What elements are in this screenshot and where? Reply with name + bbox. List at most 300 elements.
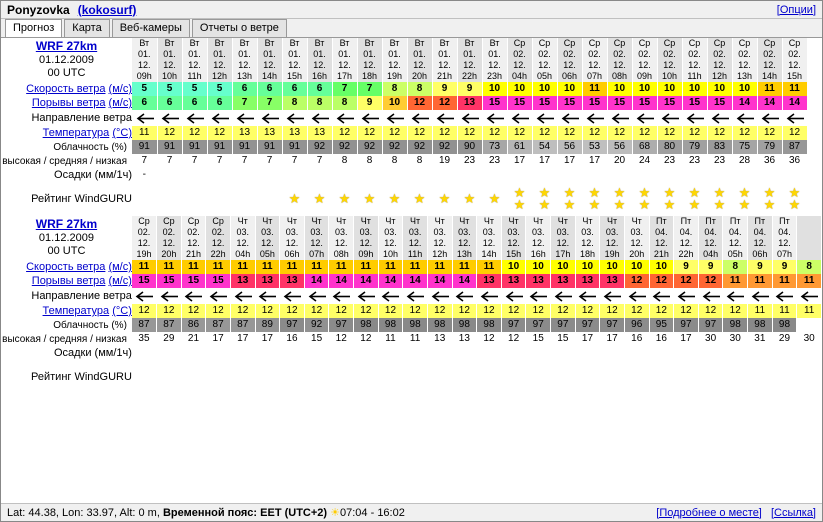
wind-gusts-label[interactable]: Порывы ветра [31,97,106,109]
temperature-cell: 12 [332,126,357,140]
header-date: 01. [457,49,482,60]
wind-direction-arrow-icon [232,110,257,126]
temperature-cell: 12 [607,126,632,140]
rating-stars [132,360,157,394]
star-icon: ★ [688,197,701,212]
cloud-high-cell: 98 [723,318,748,332]
wind-direction-arrow-icon [600,288,625,304]
temperature-cell: 12 [329,304,354,318]
header-month: 12. [757,60,782,71]
rating-stars [230,360,255,394]
cloud-low-cell: 7 [157,154,182,168]
wind-speed-cell: 9 [748,260,773,274]
header-hour: 18h [357,71,382,82]
header-day: Вт [357,38,382,49]
spot-link[interactable]: (kokosurf) [77,2,137,17]
star-icon: ★ [588,185,601,200]
rating-stars [757,182,782,216]
star-icon: ★ [313,191,326,206]
precip-cell [732,168,757,182]
header-hour [797,249,822,260]
header-date: 03. [452,227,477,238]
header-hour: 10h [157,71,182,82]
header-day: Чт [501,216,526,227]
wind-direction-arrow-icon [182,110,207,126]
rating-stars [797,360,822,394]
header-day: Пт [772,216,797,227]
temperature-cell: 12 [723,304,748,318]
rating-stars [232,182,257,216]
wind-gusts-cell: 15 [206,274,231,288]
star-icon: ★ [513,197,526,212]
rating-stars [332,182,357,216]
wind-gusts-cell: 15 [181,274,206,288]
temperature-cell: 12 [477,304,502,318]
header-hour: 10h [657,71,682,82]
header-month: 12. [257,60,282,71]
temperature-cell: 12 [457,126,482,140]
temperature-label[interactable]: Температура [42,305,110,317]
wind-gusts-cell: 15 [482,96,507,110]
cloud-high-cell: 95 [649,318,674,332]
star-icon: ★ [488,191,501,206]
precip-cell [457,168,482,182]
rating-stars [582,182,607,216]
header-date: 02. [206,227,231,238]
cloud-low-cell: 15 [551,332,576,346]
wind-direction-arrow-icon [357,110,382,126]
header-hour: 07h [582,71,607,82]
header-hour: 18h [575,249,600,260]
cloud-low-cell: 8 [382,154,407,168]
temperature-cell: 12 [382,126,407,140]
temperature-cell: 12 [452,304,477,318]
wind-gusts-cell: 14 [757,96,782,110]
rating-stars [501,360,526,394]
header-hour: 15h [501,249,526,260]
header-month: 12. [723,238,748,249]
header-hour: 19h [382,71,407,82]
cloud-high-cell: 97 [698,318,723,332]
header-day: Вт [457,38,482,49]
temperature-cell: 12 [304,304,329,318]
header-hour: 21h [432,71,457,82]
header-date: 02. [132,227,157,238]
temperature-cell: 12 [575,304,600,318]
temperature-cell: 12 [182,126,207,140]
precip-cell [304,346,329,360]
temperature-label[interactable]: Температура [42,127,110,139]
cloud-high-cell: 68 [632,140,657,154]
header-hour: 14h [257,71,282,82]
temperature-cell: 12 [378,304,403,318]
wind-gusts-cell: 12 [407,96,432,110]
rating-stars [632,182,657,216]
header-month: 12. [181,238,206,249]
wind-gusts-cell: 6 [132,96,157,110]
wind-direction-arrow-icon [255,288,280,304]
wind-direction-arrow-icon [607,110,632,126]
temperature-cell: 12 [557,126,582,140]
header-hour: 19h [132,249,157,260]
wind-gusts-cell: 13 [575,274,600,288]
tab-forecast[interactable]: Прогноз [5,19,62,37]
cloud-high-cell: 91 [232,140,257,154]
temperature-cell: 11 [748,304,773,318]
header-day: Чт [575,216,600,227]
temperature-cell: 12 [682,126,707,140]
header-date: 03. [280,227,305,238]
more-info-link[interactable]: [Подробнее о месте] [656,506,762,519]
cloud-low-cell: 20 [607,154,632,168]
cloud-low-cell: 8 [332,154,357,168]
rating-stars [255,360,280,394]
header-date: 02. [181,227,206,238]
cloud-low-cell: 17 [575,332,600,346]
header-date: 03. [501,227,526,238]
header-hour: 22h [206,249,231,260]
rating-stars [307,182,332,216]
header-hour: 19h [600,249,625,260]
cloud-low-cell: 30 [698,332,723,346]
wind-gusts-cell: 12 [624,274,649,288]
star-icon: ★ [738,185,751,200]
rating-stars [707,182,732,216]
temperature-cell: 12 [698,304,723,318]
header-day: Пт [698,216,723,227]
cloud-low-cell: 8 [407,154,432,168]
header-date: 02. [632,49,657,60]
header-month: 12. [427,238,452,249]
temperature-cell: 12 [532,126,557,140]
precip-cell [357,168,382,182]
header-date: 03. [304,227,329,238]
header-date: 01. [182,49,207,60]
wind-direction-arrow-icon [501,288,526,304]
precip-cell [772,346,797,360]
wind-speed-cell: 11 [403,260,428,274]
cloud-low-cell: 7 [132,154,157,168]
header-month: 12. [207,60,232,71]
cloud-low-cell: 29 [772,332,797,346]
header-month: 12. [206,238,231,249]
wind-gusts-cell: 13 [501,274,526,288]
rating-stars [682,182,707,216]
wind-direction-arrow-icon [632,110,657,126]
wind-speed-cell: 10 [657,82,682,96]
header-hour: 20h [407,71,432,82]
header-date: 03. [427,227,452,238]
wind-direction-arrow-icon [132,288,157,304]
cloud-high-cell: 90 [457,140,482,154]
header-hour: 05h [723,249,748,260]
star-icon: ★ [763,197,776,212]
cloud-high-cell: 87 [230,318,255,332]
precip-cell [482,168,507,182]
rating-stars [132,182,157,216]
header-date: 03. [378,227,403,238]
header-hour: 12h [427,249,452,260]
cloud-low-cell: 12 [501,332,526,346]
star-icon: ★ [563,197,576,212]
page-title: Ponyzovka [7,2,70,17]
header-date: 04. [674,227,699,238]
rating-stars [600,360,625,394]
precip-cell [181,346,206,360]
precip-cell [632,168,657,182]
header-date: 02. [507,49,532,60]
wind-speed-cell: 7 [357,82,382,96]
header-hour: 04h [230,249,255,260]
header-hour: 16h [526,249,551,260]
rating-stars [723,360,748,394]
header-day: Ср [507,38,532,49]
precip-cell [607,168,632,182]
wind-gusts-cell: 13 [457,96,482,110]
cloud-high-cell: 97 [600,318,625,332]
header-day: Чт [255,216,280,227]
cloud-high-cell: 87 [206,318,231,332]
precip-cell [407,168,432,182]
wind-direction-arrow-icon [707,110,732,126]
wind-gusts-label[interactable]: Порывы ветра [31,275,106,287]
temperature-cell: 11 [132,126,157,140]
precip-cell [182,168,207,182]
cloud-low-cell: 7 [232,154,257,168]
wind-speed-cell: 10 [632,82,657,96]
header-hour: 23h [482,71,507,82]
wind-gusts-cell: 6 [182,96,207,110]
wind-gusts-cell: 14 [304,274,329,288]
wind-speed-cell: 10 [600,260,625,274]
cloud-high-cell: 92 [357,140,382,154]
temperature-cell: 12 [624,304,649,318]
header-hour: 13h [452,249,477,260]
header-month: 12. [132,238,157,249]
wind-gusts-cell: 7 [232,96,257,110]
wind-speed-cell: 11 [230,260,255,274]
wind-speed-label[interactable]: Скорость ветра [26,261,106,273]
header-date: 02. [607,49,632,60]
cloud-high-cell: 92 [332,140,357,154]
header-hour: 06h [748,249,773,260]
rating-stars [280,360,305,394]
permalink-link[interactable]: [Ссылка] [770,506,816,519]
wind-direction-arrow-icon [575,288,600,304]
star-icon: ★ [513,185,526,200]
cloud-high-cell: 83 [707,140,732,154]
header-date: 02. [532,49,557,60]
cloud-high-cell: 56 [557,140,582,154]
wind-speed-cell: 7 [332,82,357,96]
cloud-high-cell: 53 [582,140,607,154]
header-date: 03. [624,227,649,238]
tab-webcams[interactable]: Веб-камеры [112,19,190,37]
header-month: 12. [624,238,649,249]
header-month: 12. [452,238,477,249]
header-month: 12. [482,60,507,71]
header-month: 12. [551,238,576,249]
temperature-cell: 12 [582,126,607,140]
cloud-low-cell: 17 [600,332,625,346]
cloud-high-cell: 61 [507,140,532,154]
cloud-low-cell: 23 [457,154,482,168]
header-day: Ср [707,38,732,49]
wind-direction-arrow-icon [280,288,305,304]
header-month: 12. [403,238,428,249]
wind-direction-arrow-icon [698,288,723,304]
wind-direction-arrow-icon [378,288,403,304]
precip-cell [501,346,526,360]
star-icon: ★ [713,197,726,212]
precip-cell [707,168,732,182]
rating-stars [282,182,307,216]
header-date: 01. [382,49,407,60]
star-icon: ★ [588,197,601,212]
cloud-high-cell: 98 [452,318,477,332]
precip-row-label: Осадки (мм/1ч) [54,169,132,181]
temperature-row-label: Температура (°C) [42,127,132,139]
header-date: 02. [757,49,782,60]
cloud-low-cell: 17 [532,154,557,168]
wind-direction-arrow-icon [507,110,532,126]
sun-times: 07:04 - 16:02 [340,506,405,519]
header-month: 12. [649,238,674,249]
header-day: Ср [682,38,707,49]
wind-speed-cell: 10 [532,82,557,96]
cloud-low-cell: 17 [582,154,607,168]
header-day: Чт [403,216,428,227]
cloud-low-cell: 21 [181,332,206,346]
rating-stars [649,360,674,394]
options-link[interactable]: [Опции] [776,3,816,16]
wind-gusts-cell: 13 [477,274,502,288]
tab-map[interactable]: Карта [64,19,109,37]
cloud-low-cell: 36 [757,154,782,168]
wind-speed-cell: 11 [378,260,403,274]
wind-gusts-cell: 11 [748,274,773,288]
header-hour: 14h [757,71,782,82]
wind-direction-arrow-icon [797,288,822,304]
cloud-low-cell: 17 [674,332,699,346]
cloud-low-cell: 17 [230,332,255,346]
wind-gusts-cell: 14 [403,274,428,288]
rating-stars [526,360,551,394]
temperature-cell: 12 [501,304,526,318]
rating-stars [575,360,600,394]
cloud-low-cell: 17 [557,154,582,168]
temperature-cell: 13 [257,126,282,140]
header-date: 04. [698,227,723,238]
precip-cell [674,346,699,360]
temperature-cell: 12 [482,126,507,140]
temperature-cell: 12 [649,304,674,318]
header-month: 12. [582,60,607,71]
wind-speed-cell: 6 [307,82,332,96]
rating-row-label: Рейтинг WindGURU [31,193,132,205]
precip-cell [477,346,502,360]
temperature-cell: 12 [632,126,657,140]
cloud-high-cell: 89 [255,318,280,332]
precip-cell [526,346,551,360]
rating-stars [427,360,452,394]
rating-stars [772,360,797,394]
header-day: Чт [329,216,354,227]
header-day: Пт [674,216,699,227]
rating-stars [382,182,407,216]
wind-speed-cell: 10 [501,260,526,274]
header-day: Чт [280,216,305,227]
rating-stars [482,182,507,216]
wind-direction-arrow-icon [682,110,707,126]
temperature-cell: 12 [782,126,807,140]
header-day: Ср [532,38,557,49]
rating-stars [157,360,182,394]
cloud-low-cell: 23 [657,154,682,168]
wind-direction-arrow-icon [206,288,231,304]
header-day: Ср [657,38,682,49]
wind-gusts-cell: 8 [282,96,307,110]
precip-cell [207,168,232,182]
header-month: 12. [772,238,797,249]
temperature-cell: 12 [255,304,280,318]
wind-speed-cell: 11 [157,260,182,274]
header-month: 12. [501,238,526,249]
wind-speed-cell: 5 [207,82,232,96]
cloud-low-cell: 16 [649,332,674,346]
cloud-high-cell: 92 [304,318,329,332]
wind-gusts-cell: 15 [682,96,707,110]
header-hour: 12h [707,71,732,82]
header-month: 12. [707,60,732,71]
rating-stars [551,360,576,394]
tab-wind-reports[interactable]: Отчеты о ветре [192,19,287,37]
rating-stars [607,182,632,216]
cloud-low-cell: 15 [304,332,329,346]
cloud-low-cell: 17 [507,154,532,168]
precip-cell [230,346,255,360]
model-link[interactable]: WRF 27km [35,39,98,53]
wind-speed-cell: 8 [723,260,748,274]
rating-stars [698,360,723,394]
wind-speed-cell: 11 [452,260,477,274]
rating-stars [557,182,582,216]
wind-direction-arrow-icon [526,288,551,304]
header-hour: 07h [304,249,329,260]
wind-speed-cell: 5 [132,82,157,96]
precip-cell [354,346,379,360]
model-link[interactable]: WRF 27km [35,217,98,231]
precip-cell [255,346,280,360]
cloud-high-cell: 79 [682,140,707,154]
wind-direction-arrow-icon [772,288,797,304]
star-icon: ★ [763,185,776,200]
header-hour: 20h [624,249,649,260]
header-date: 01. [257,49,282,60]
header-hour: 13h [232,71,257,82]
cloud-sub-label: высокая / средняя / низкая [2,333,127,345]
precip-cell [282,168,307,182]
temperature-cell: 12 [132,304,157,318]
wind-speed-label[interactable]: Скорость ветра [26,83,106,95]
header-date: 04. [748,227,773,238]
status-bar [1,503,822,521]
cloud-high-cell: 98 [748,318,773,332]
header-date: 03. [255,227,280,238]
wind-speed-cell: 10 [507,82,532,96]
header-date: 01. [157,49,182,60]
wind-speed-cell: 10 [624,260,649,274]
